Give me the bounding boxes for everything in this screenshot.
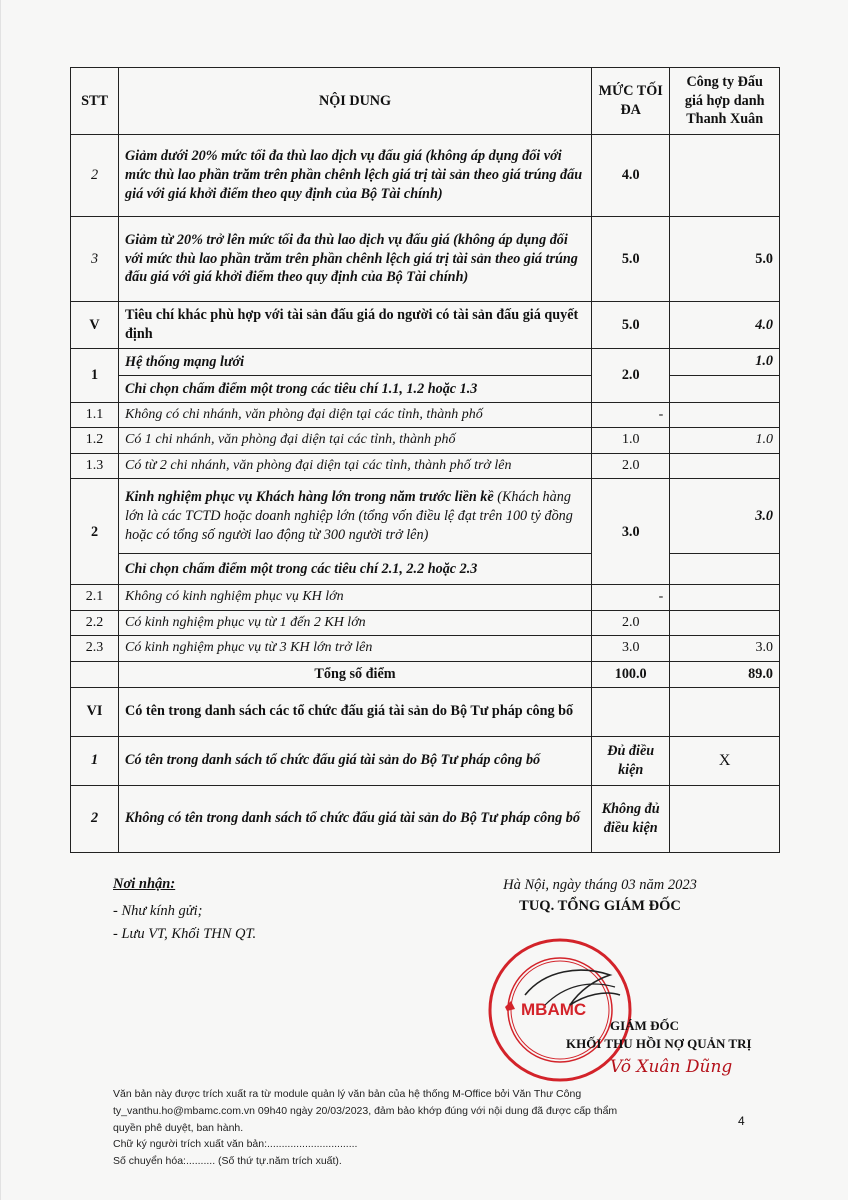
recipients-heading: Nơi nhận: (113, 876, 176, 892)
table-row (71, 217, 780, 302)
table-header-row (71, 68, 780, 135)
row-stt: 1 (71, 736, 119, 785)
row-score-empty (670, 376, 780, 403)
footer-line: Văn bản này được trích xuất ra từ module quản lý văn bản của hệ thống M-Office bởi Văn Thư Công (113, 1088, 582, 1100)
total-max: 100.0 (592, 661, 670, 687)
total-score: 89.0 (670, 661, 780, 687)
row-score: 1.0 (670, 428, 780, 453)
row-content: Có từ 2 chi nhánh, văn phòng đại diện tại các tỉnh, thành phố trở lên (119, 453, 592, 478)
recipient-line: - Lưu VT, Khối THN QT. (113, 926, 257, 943)
page-number: 4 (738, 1114, 745, 1128)
total-label: Tổng số điểm (119, 661, 592, 687)
row-max: 3.0 (592, 479, 670, 585)
table-row (71, 135, 780, 217)
row-stt: 2 (71, 135, 119, 217)
footer-line: Chữ ký người trích xuất văn bản:............................... (113, 1138, 358, 1151)
row-stt: 2.1 (71, 585, 119, 610)
row-max: 5.0 (592, 302, 670, 349)
row-max: Đủ điều kiện (592, 736, 670, 785)
row-score (670, 453, 780, 478)
row-stt: 1.1 (71, 403, 119, 428)
row-score (670, 403, 780, 428)
table-row (71, 453, 780, 478)
table-row (71, 585, 780, 610)
row-stt: 1.2 (71, 428, 119, 453)
table-row (71, 736, 780, 785)
row-max: 4.0 (592, 135, 670, 217)
row-score (670, 585, 780, 610)
row-stt: 1 (71, 349, 119, 403)
table-row (71, 302, 780, 349)
signer-title-1: GIÁM ĐỐC (610, 1018, 679, 1033)
row-score (670, 785, 780, 852)
row-content: Giảm dưới 20% mức tối đa thù lao dịch vụ đấu giá (không áp dụng đối với mức thù lao phần trăm trên phần chênh lệch giá trị tài sản theo giá trúng đấu giá với giá khởi điểm theo quy định của Bộ Tài chính) (119, 135, 592, 217)
row-content-bold: Kinh nghiệm phục vụ Khách hàng lớn trong năm trước liền kề (125, 489, 494, 506)
row-max: 2.0 (592, 349, 670, 403)
row-max: 2.0 (592, 453, 670, 478)
table-row (71, 428, 780, 453)
row-content: Có kinh nghiệm phục vụ từ 3 KH lớn trở lên (119, 636, 592, 661)
extraction-footer (113, 1086, 673, 1170)
row-score (670, 135, 780, 217)
header-content: NỘI DUNG (119, 68, 592, 135)
table-row (71, 610, 780, 635)
row-stt: 2 (71, 785, 119, 852)
row-content: Giảm từ 20% trở lên mức tối đa thù lao dịch vụ đấu giá (không áp dụng đối với mức thù lao phần trăm trên phần chênh lệch giá trị tài sản theo giá trúng đấu giá với giá khởi điểm theo quy định của Bộ Tài chính) (119, 217, 592, 302)
footer-line: ty_vanthu.ho@mbamc.com.vn 09h40 ngày 20/03/2023, đảm bảo khớp đúng với nội dung đã được cấp thẩm (113, 1104, 618, 1117)
row-score (670, 610, 780, 635)
recipient-line: - Như kính gửi; (113, 903, 203, 920)
row-score: 3.0 (670, 479, 780, 554)
row-content (119, 479, 592, 554)
table-row (71, 687, 780, 736)
row-max: 2.0 (592, 610, 670, 635)
signature-role: TUQ. TỔNG GIÁM ĐỐC (519, 898, 681, 914)
signature-date: Hà Nội, ngày tháng 03 năm 2023 (503, 877, 697, 893)
total-stt-empty (71, 661, 119, 687)
row-stt: 1.3 (71, 453, 119, 478)
row-stt: 2.2 (71, 610, 119, 635)
row-content-note: Chỉ chọn chấm điểm một trong các tiêu chí 2.1, 2.2 hoặc 2.3 (119, 554, 592, 585)
row-content-note: Chỉ chọn chấm điểm một trong các tiêu chí 1.1, 1.2 hoặc 1.3 (119, 376, 592, 403)
row-content: Không có kinh nghiệm phục vụ KH lớn (119, 585, 592, 610)
scoring-table (70, 67, 780, 853)
row-content: Không có chi nhánh, văn phòng đại diện tại các tỉnh, thành phố (119, 403, 592, 428)
table-row (71, 349, 780, 376)
header-company: Công ty Đấu giá hợp danh Thanh Xuân (670, 68, 780, 135)
row-content: Không có tên trong danh sách tổ chức đấu giá tài sản do Bộ Tư pháp công bố (119, 785, 592, 852)
row-max: 1.0 (592, 428, 670, 453)
row-content: Có tên trong danh sách các tổ chức đấu giá tài sản do Bộ Tư pháp công bố (119, 687, 592, 736)
row-max (592, 687, 670, 736)
row-max: 5.0 (592, 217, 670, 302)
row-max: - (592, 403, 670, 428)
row-score: X (670, 736, 780, 785)
row-max: 3.0 (592, 636, 670, 661)
row-max: Không đủ điều kiện (592, 785, 670, 852)
total-row (71, 661, 780, 687)
row-content: Có 1 chi nhánh, văn phòng đại diện tại các tỉnh, thành phố (119, 428, 592, 453)
footer-line: quyền phê duyệt, ban hành. (113, 1121, 244, 1134)
row-stt: VI (71, 687, 119, 736)
stamp-star-icon (505, 1001, 515, 1011)
table-row (71, 376, 780, 403)
stamp-text: MBAMC (521, 1000, 587, 1019)
recipients-block (113, 873, 256, 947)
table-row (71, 554, 780, 585)
row-content: Có tên trong danh sách tổ chức đấu giá tài sản do Bộ Tư pháp công bố (119, 736, 592, 785)
table-row (71, 479, 780, 554)
row-max: - (592, 585, 670, 610)
row-content: Tiêu chí khác phù hợp với tài sản đấu giá do người có tài sản đấu giá quyết định (119, 302, 592, 349)
table-row (71, 403, 780, 428)
row-stt: V (71, 302, 119, 349)
row-content: Có kinh nghiệm phục vụ từ 1 đến 2 KH lớn (119, 610, 592, 635)
row-score (670, 687, 780, 736)
row-score: 3.0 (670, 636, 780, 661)
header-max: MỨC TỐI ĐA (592, 68, 670, 135)
signer-title-2: KHỐI THU HỒI NỢ QUẢN TRỊ (566, 1036, 752, 1051)
header-stt: STT (71, 68, 119, 135)
row-content: Hệ thống mạng lưới (119, 349, 592, 376)
row-stt: 2 (71, 479, 119, 585)
signature-block (440, 877, 760, 915)
table-row (71, 785, 780, 852)
row-stt: 2.3 (71, 636, 119, 661)
row-score: 4.0 (670, 302, 780, 349)
row-content-rest: (Khách hàng lớn là các TCTD hoặc doanh nghiệp lớn (tổng vốn điều lệ đạt trên 100 tỷ đồng hoặc có tổng số người lao động từ 300 người trở lên) (125, 489, 573, 543)
table-row (71, 636, 780, 661)
row-stt: 3 (71, 217, 119, 302)
signer-name: Võ Xuân Dũng (610, 1057, 733, 1077)
row-score-empty (670, 554, 780, 585)
footer-line: Số chuyển hóa:.......... (Số thứ tự.năm trích xuất). (113, 1155, 342, 1168)
row-score: 1.0 (670, 349, 780, 376)
row-score: 5.0 (670, 217, 780, 302)
